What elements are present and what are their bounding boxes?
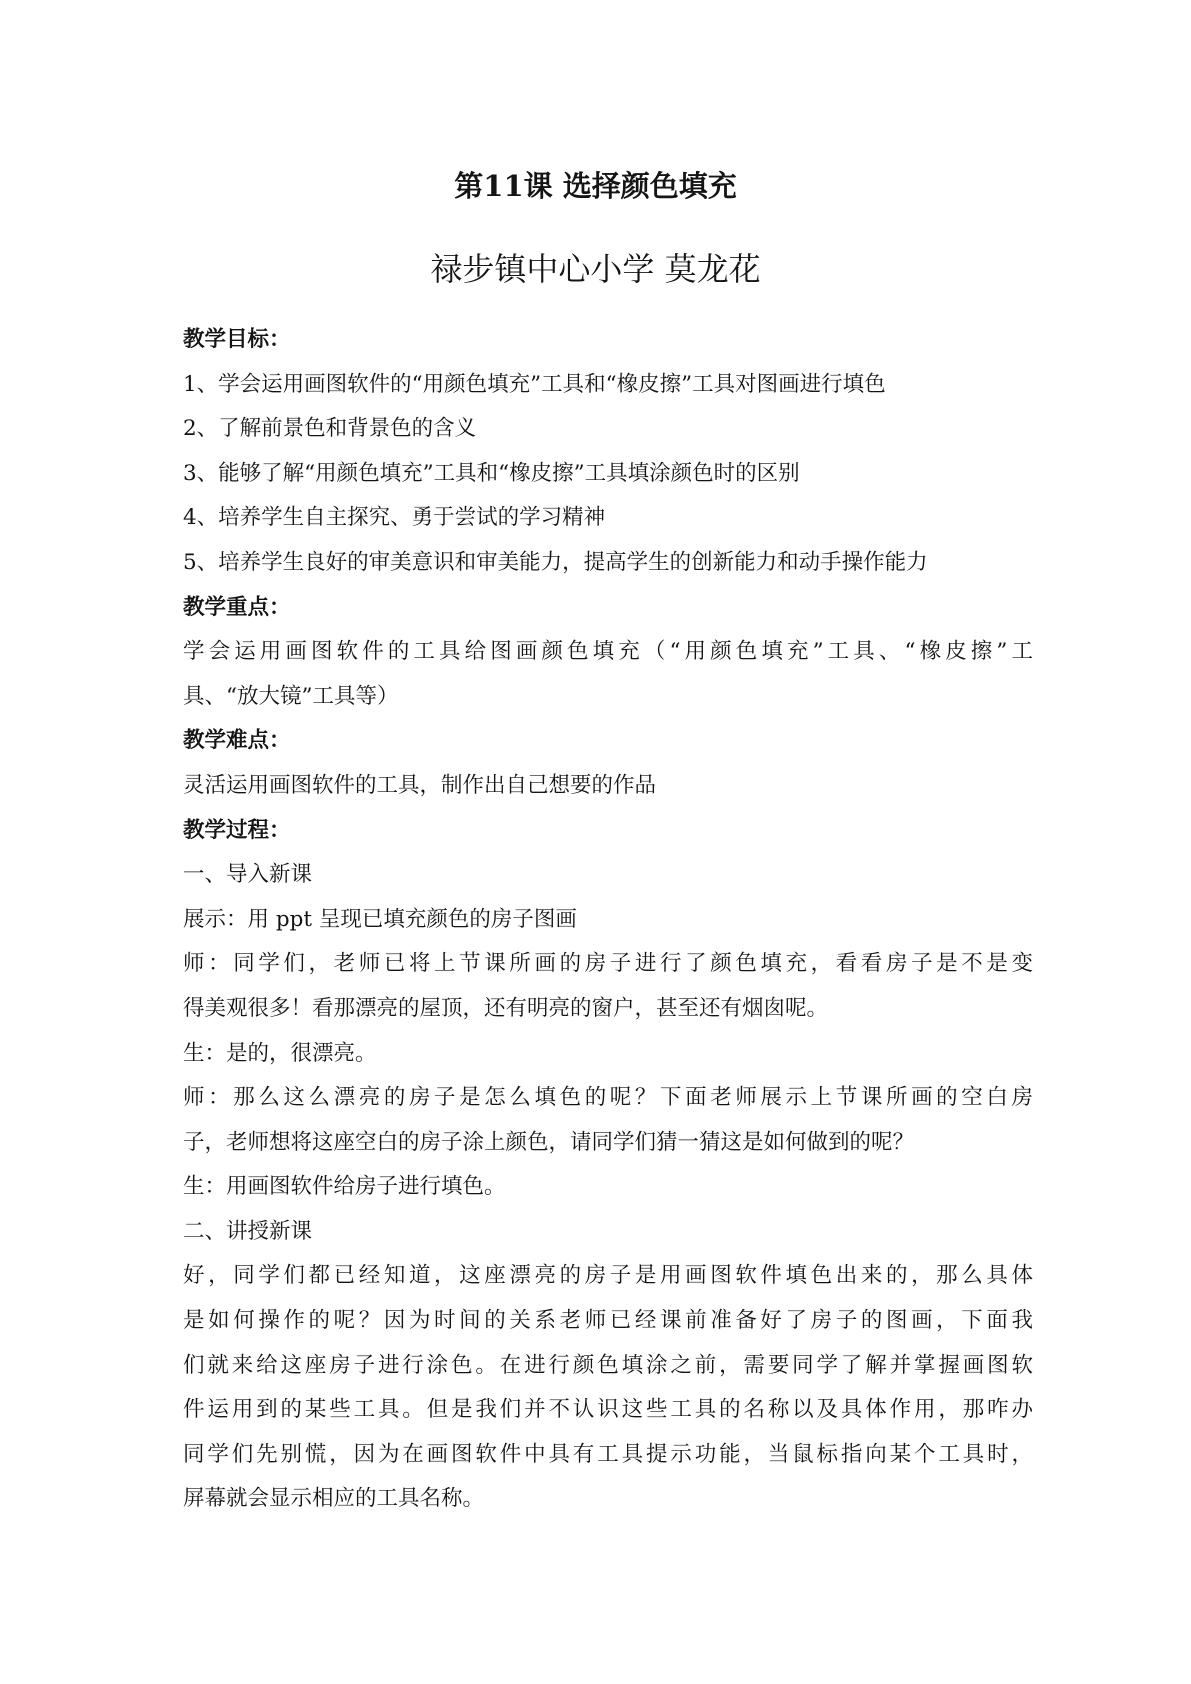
author-line: 禄步镇中心小学 莫龙花: [430, 250, 761, 288]
process-line: 屏幕就会显示相应的工具名称。: [183, 1486, 485, 1512]
objective-item: 5、培养学生良好的审美意识和审美能力，提高学生的创新能力和动手操作能力: [183, 549, 928, 575]
section-heading-intro: 一、导入新课: [183, 862, 313, 888]
objective-item: 1、学会运用画图软件的“用颜色填充”工具和“橡皮擦”工具对图画进行填色: [183, 371, 886, 397]
key-points-heading: 教学重点：: [183, 594, 291, 620]
process-line: 是如何操作的呢？因为时间的关系老师已经课前准备好了房子的图画，下面我: [183, 1308, 1033, 1334]
objective-item: 2、了解前景色和背景色的含义: [183, 416, 477, 442]
objectives-heading: 教学目标：: [183, 327, 291, 352]
process-heading: 教学过程：: [183, 817, 291, 843]
process-line: 师：那么这么漂亮的房子是怎么填色的呢？下面老师展示上节课所画的空白房: [183, 1085, 1033, 1111]
process-line: 生：用画图软件给房子进行填色。: [183, 1174, 506, 1200]
difficulties-heading: 教学难点：: [183, 728, 291, 754]
process-line: 展示：用 ppt 呈现已填充颜色的房子图画: [183, 906, 577, 932]
section-heading-teaching: 二、讲授新课: [183, 1218, 313, 1244]
process-line: 好，同学们都已经知道，这座漂亮的房子是用画图软件填色出来的，那么具体: [183, 1263, 1033, 1289]
process-line: 件运用到的某些工具。但是我们并不认识这些工具的名称以及具体作用，那咋办: [183, 1397, 1033, 1423]
process-line: 得美观很多！看那漂亮的屋顶，还有明亮的窗户，甚至还有烟囱呢。: [183, 995, 829, 1021]
key-points-line: 学会运用画图软件的工具给图画颜色填充（“用颜色填充”工具、“橡皮擦”工: [183, 639, 1033, 665]
objective-item: 4、培养学生自主探究、勇于尝试的学习精神: [183, 505, 606, 531]
process-line: 们就来给这座房子进行涂色。在进行颜色填涂之前，需要同学了解并掌握画图软: [183, 1352, 1033, 1378]
document-body: [183, 318, 1033, 1522]
process-line: 子，老师想将这座空白的房子涂上颜色，请同学们猜一猜这是如何做到的呢？: [183, 1129, 915, 1155]
difficulties-line: 灵活运用画图软件的工具，制作出自己想要的作品: [183, 772, 657, 798]
process-line: 生：是的，很漂亮。: [183, 1040, 377, 1066]
process-line: 师：同学们，老师已将上节课所画的房子进行了颜色填充，看看房子是不是变: [183, 951, 1033, 977]
key-points-line: 具、“放大镜”工具等）: [183, 683, 399, 709]
process-line: 同学们先别慌，因为在画图软件中具有工具提示功能，当鼠标指向某个工具时，: [183, 1441, 1033, 1467]
lesson-title: 第11课 选择颜色填充: [454, 169, 737, 203]
objective-item: 3、能够了解“用颜色填充”工具和“橡皮擦”工具填涂颜色时的区别: [183, 460, 800, 486]
